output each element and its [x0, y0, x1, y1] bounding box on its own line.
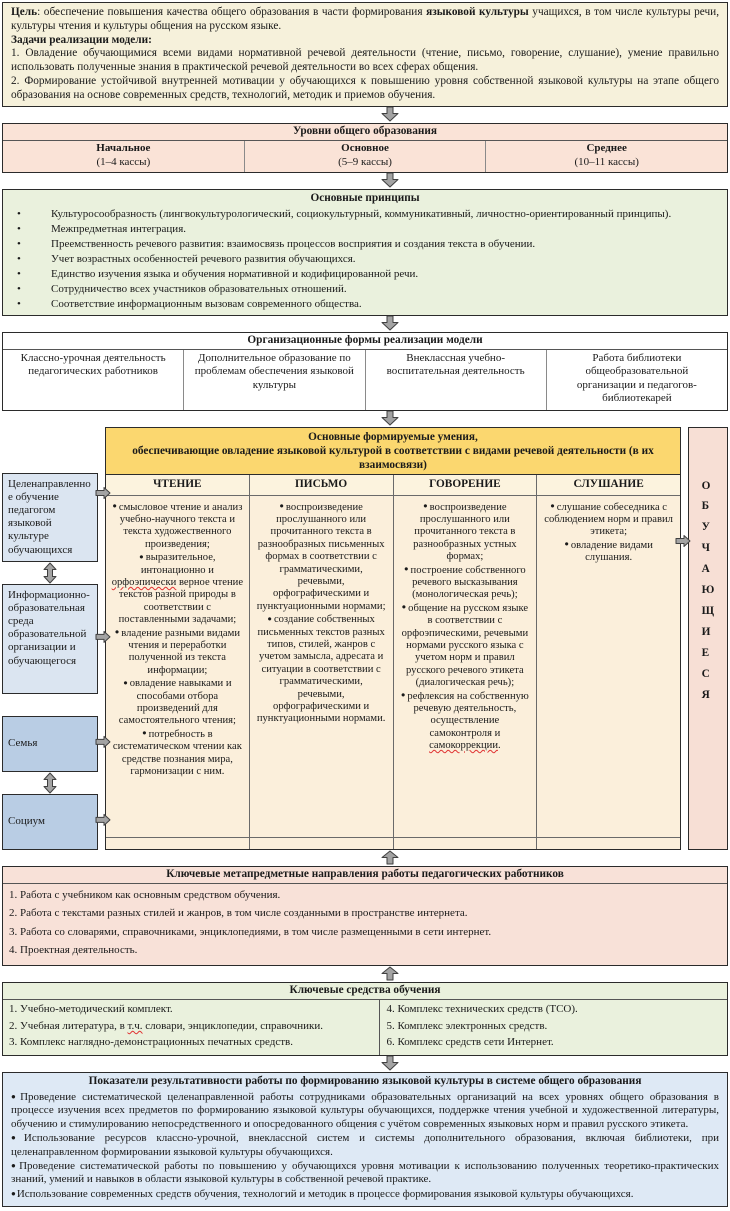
meta-directions-title: Ключевые метапредметные направления работы педагогических работников — [3, 867, 727, 884]
learners-letter: А — [701, 563, 710, 576]
skill-item: ● овладение видами слушания. — [542, 540, 675, 565]
meta-direction-item: 2. Работа с текстами разных стилей и жанров, в том числе созданными в пространстве интернета. — [9, 907, 468, 920]
org-form-library: Работа библиотеки общеобразовательной организации и педагогов-библиотекарей — [546, 350, 727, 410]
skills-speaking — [393, 496, 537, 837]
arrow-updown-icon — [41, 562, 59, 584]
factors-column — [2, 427, 98, 850]
learners-letter: И — [701, 625, 711, 638]
principles-box — [2, 189, 728, 316]
principle-item: • Культуросообразность (лингвокультурологический, социокультурный, коммуникативный, личностно-ориентированный принципы). — [9, 208, 721, 221]
factors-gap — [2, 694, 98, 716]
skills-column-headers — [106, 475, 680, 495]
levels-title: Уровни общего образования — [3, 124, 727, 141]
skills-title: Основные формируемые умения, обеспечивающие овладение языковой культурой в соответствии с видами речевой деятельности (в их взаимосвязи) — [106, 428, 680, 475]
skill-item: ● создание собственных письменных текстов разных типов, стилей, жанров с учетом замысла, адресата и ситуации в соответствии с грамматическими, речевыми, орфографическими и пунктуационными нормами. — [255, 614, 388, 726]
level-basic: Основное (5–9 кассы) — [244, 141, 486, 172]
learners-letters — [702, 476, 715, 706]
learners-letter: О — [701, 479, 711, 492]
arrow-tools-to-indicators — [2, 1056, 728, 1071]
indicator-item: ● Проведение систематической целенаправленной работы сотрудниками образовательных организаций на всех уровнях общего образования в процессе изучения всех предметов по формированию языковой культуры обучающихся, поддержке чтения учебной и художественной литературы, обучению и стимулированию непосредственного и опосредованного общения с учётом современных языковых норм и правил русского этикета. — [11, 1091, 719, 1131]
indicators-title: Показатели результативности работы по формированию языковой культуры в системе общего образования — [88, 1075, 642, 1088]
arrow-up-icon — [379, 966, 401, 981]
goal-text: Цель: обеспечение повышения качества общего образования в части формирования языковой культуры учащихся, в том числе культуры речи, культуры чтения и культуры общения на русском языке. — [11, 6, 720, 32]
arrow-right-icon — [95, 813, 111, 831]
arrow-right-icon — [95, 735, 111, 753]
arrow-levels-to-principles — [2, 173, 728, 188]
skill-header-listening: СЛУШАНИЕ — [536, 475, 680, 495]
principle-item: • Сотрудничество всех участников образовательных отношений. — [9, 283, 721, 296]
skill-item: ● владение разными видами чтения и переработки полученной из текста информации; — [111, 628, 244, 678]
skill-item: ● рефлексия на собственную речевую деятельность, осуществление самоконтроля и самокоррекции. — [399, 691, 532, 753]
arrow-down-icon — [379, 1056, 401, 1071]
goal-label: Цель — [11, 6, 38, 18]
level-primary: Начальное (1–4 кассы) — [96, 142, 151, 168]
learners-bar — [688, 427, 728, 850]
skill-item: ● построение собственного речевого высказывания (монологическая речь); — [399, 565, 532, 602]
skill-header-writing: ПИСЬМО — [249, 475, 393, 495]
levels-box — [2, 123, 728, 173]
principle-item: • Преемственность речевого развития: взаимосвязь процессов восприятия и создания текста в обучении. — [9, 238, 721, 251]
arrow-orgforms-to-skills — [2, 411, 728, 426]
principle-item: • Учет возрастных особенностей речевого развития обучающихся. — [9, 253, 721, 266]
org-forms-box — [2, 332, 728, 410]
meta-directions-list — [3, 884, 727, 966]
skill-header-speaking: ГОВОРЕНИЕ — [393, 475, 537, 495]
principles-list — [9, 208, 721, 311]
teaching-tools-box — [2, 982, 728, 1056]
principles-title: Основные принципы — [310, 192, 420, 205]
meta-direction-item: 4. Проектная деятельность. — [9, 944, 138, 957]
goal-box — [2, 2, 728, 107]
indicator-item: ● Использование ресурсов классно-урочной, внеклассной систем и системы дополнительного образования, включая библиотеки, при целенаправленном формировании языковой культуры обучающихся. — [11, 1132, 719, 1159]
org-form-additional: Дополнительное образование по проблемам обеспечения языковой культуры — [183, 350, 364, 410]
arrow-meta-to-skills — [2, 850, 728, 865]
skills-footer-row — [106, 837, 680, 849]
skill-item: ● потребность в систематическом чтении как средстве познания мира, гармонизации с ним. — [111, 729, 244, 779]
skill-header-reading: ЧТЕНИЕ — [153, 477, 202, 490]
skills-reading — [106, 496, 249, 837]
learners-letter: Е — [701, 646, 710, 659]
arrow-right-icon — [95, 630, 111, 648]
principle-item: • Межпредметная интеграция. — [9, 223, 721, 236]
levels-columns — [3, 141, 727, 172]
indicators-list — [11, 1091, 719, 1201]
arrow-up-icon — [379, 850, 401, 865]
factor-society: Социум — [2, 794, 98, 850]
factor-teacher-training: Целенаправленное обучение педагогом языковой культуре обучающихся — [2, 473, 98, 562]
skill-item: ● воспроизведение прослушанного или прочитанного текста в разнообразных устных формах; — [399, 502, 532, 564]
skill-item: ● воспроизведение прослушанного или прочитанного текста в разнообразных письменных формах в соответствии с грамматическими, речевыми, орфографическими и пунктуационными нормами; — [255, 502, 388, 614]
teaching-tools-columns — [3, 1000, 727, 1055]
tool-item: 6. Комплекс средств сети Интернет. — [386, 1036, 554, 1049]
indicator-item: ● Проведение систематической работы по повышению у обучающихся уровня мотивации к использованию полученных теоретико-практических знаний, умений и навыков в области языковой культуры в собственной речевой практике. — [11, 1160, 719, 1187]
teaching-tools-title: Ключевые средства обучения — [3, 983, 727, 1000]
skills-body — [106, 495, 680, 837]
skills-writing — [249, 496, 393, 837]
learners-letter: Ю — [701, 584, 715, 597]
goal-task: 2. Формирование устойчивой внутренней мотивации у обучающихся к повышению уровня собственной языковой культуры на этапе общего образования на основе современных средств, технологий, методик и приемов обучения. — [11, 74, 719, 101]
principle-item: • Соответствие информационным вызовам современного общества. — [9, 298, 721, 311]
arrow-down-icon — [379, 173, 401, 188]
factor-family: Семья — [2, 716, 98, 772]
principle-item: • Единство изучения языка и обучения нормативной и кодифицированной речи. — [9, 268, 721, 281]
factors-link-3-4 — [2, 772, 98, 794]
tool-item: 2. Учебная литература, в т.ч. словари, энциклопедии, справочники. — [9, 1019, 323, 1032]
indicator-item: ● Использование современных средств обучения, технологий и методик в процессе формирования языковой культуры обучающихся. — [11, 1188, 719, 1201]
tools-right-column — [379, 1000, 727, 1055]
arrow-down-icon — [379, 411, 401, 426]
tool-item: 1. Учебно-методический комплект. — [9, 1003, 173, 1016]
org-form-extracurricular: Внеклассная учебно-воспитательная деятельность — [365, 350, 546, 410]
org-form-classroom: Классно-урочная деятельность педагогических работников — [20, 351, 166, 378]
skills-band — [2, 427, 728, 850]
learners-letter: С — [701, 667, 710, 680]
tools-left-column — [3, 1000, 379, 1055]
skill-item: ● слушание собеседника с соблюдением норм и правил этикета; — [542, 502, 675, 539]
factors-link-1-2 — [2, 562, 98, 584]
learners-letter: Ч — [701, 542, 710, 555]
indicators-box — [2, 1072, 728, 1207]
arrow-right-icon — [95, 486, 111, 504]
learners-letter: Б — [701, 500, 710, 513]
arrow-updown-icon — [41, 772, 59, 794]
tool-item: 4. Комплекс технических средств (ТСО). — [386, 1003, 578, 1016]
arrow-down-icon — [379, 316, 401, 331]
org-forms-title: Организационные формы реализации модели — [3, 333, 727, 350]
meta-directions-box — [2, 866, 728, 966]
level-secondary: Среднее (10–11 кассы) — [485, 141, 727, 172]
arrow-tools-to-meta — [2, 966, 728, 981]
skill-item: ● смысловое чтение и анализ учебно-научного текста и текста художественного произведения; — [111, 502, 244, 552]
tool-item: 3. Комплекс наглядно-демонстрационных печатных средств. — [9, 1036, 293, 1049]
learners-letter: Щ — [701, 604, 715, 617]
goal-task: 1. Овладение обучающимися всеми видами нормативной речевой деятельности (чтение, письмо, говорение, слушание), умение правильно использовать полученные знания в практической речевой деятельности во всех сферах общения. — [11, 47, 719, 74]
factor-info-environment: Информационно-образовательная среда образовательной организации и обучающегося — [2, 584, 98, 694]
arrow-goal-to-levels — [2, 107, 728, 122]
learners-letter: У — [701, 521, 710, 534]
arrow-principles-to-orgforms — [2, 316, 728, 331]
arrow-down-icon — [379, 107, 401, 122]
arrow-right-icon — [675, 534, 691, 553]
tool-item: 5. Комплекс электронных средств. — [386, 1019, 548, 1032]
org-forms-columns — [3, 350, 727, 410]
meta-direction-item: 3. Работа со словарями, справочниками, энциклопедиями, в том числе размещенными в сети интернет. — [9, 925, 492, 938]
meta-direction-item: 1. Работа с учебником как основным средством обучения. — [9, 889, 281, 901]
learners-letter: Я — [701, 688, 710, 701]
skill-item: ● общение на русском языке в соответствии с орфоэпическими, речевыми нормами русского языка с учетом норм и правил русского речевого этикета (диалогическая речь); — [399, 603, 532, 690]
skill-item: ● выразительное, интонационно и орфоэпически верное чтение текстов разной природы в соответствии с поставленными задачами; — [111, 552, 244, 626]
tasks-list — [11, 47, 719, 102]
skills-table — [105, 427, 681, 850]
tasks-label: Задачи реализации модели: — [11, 33, 152, 46]
skills-listening — [536, 496, 680, 837]
skill-item: ● овладение навыками и способами отбора произведений для самостоятельного чтения; — [111, 678, 244, 728]
